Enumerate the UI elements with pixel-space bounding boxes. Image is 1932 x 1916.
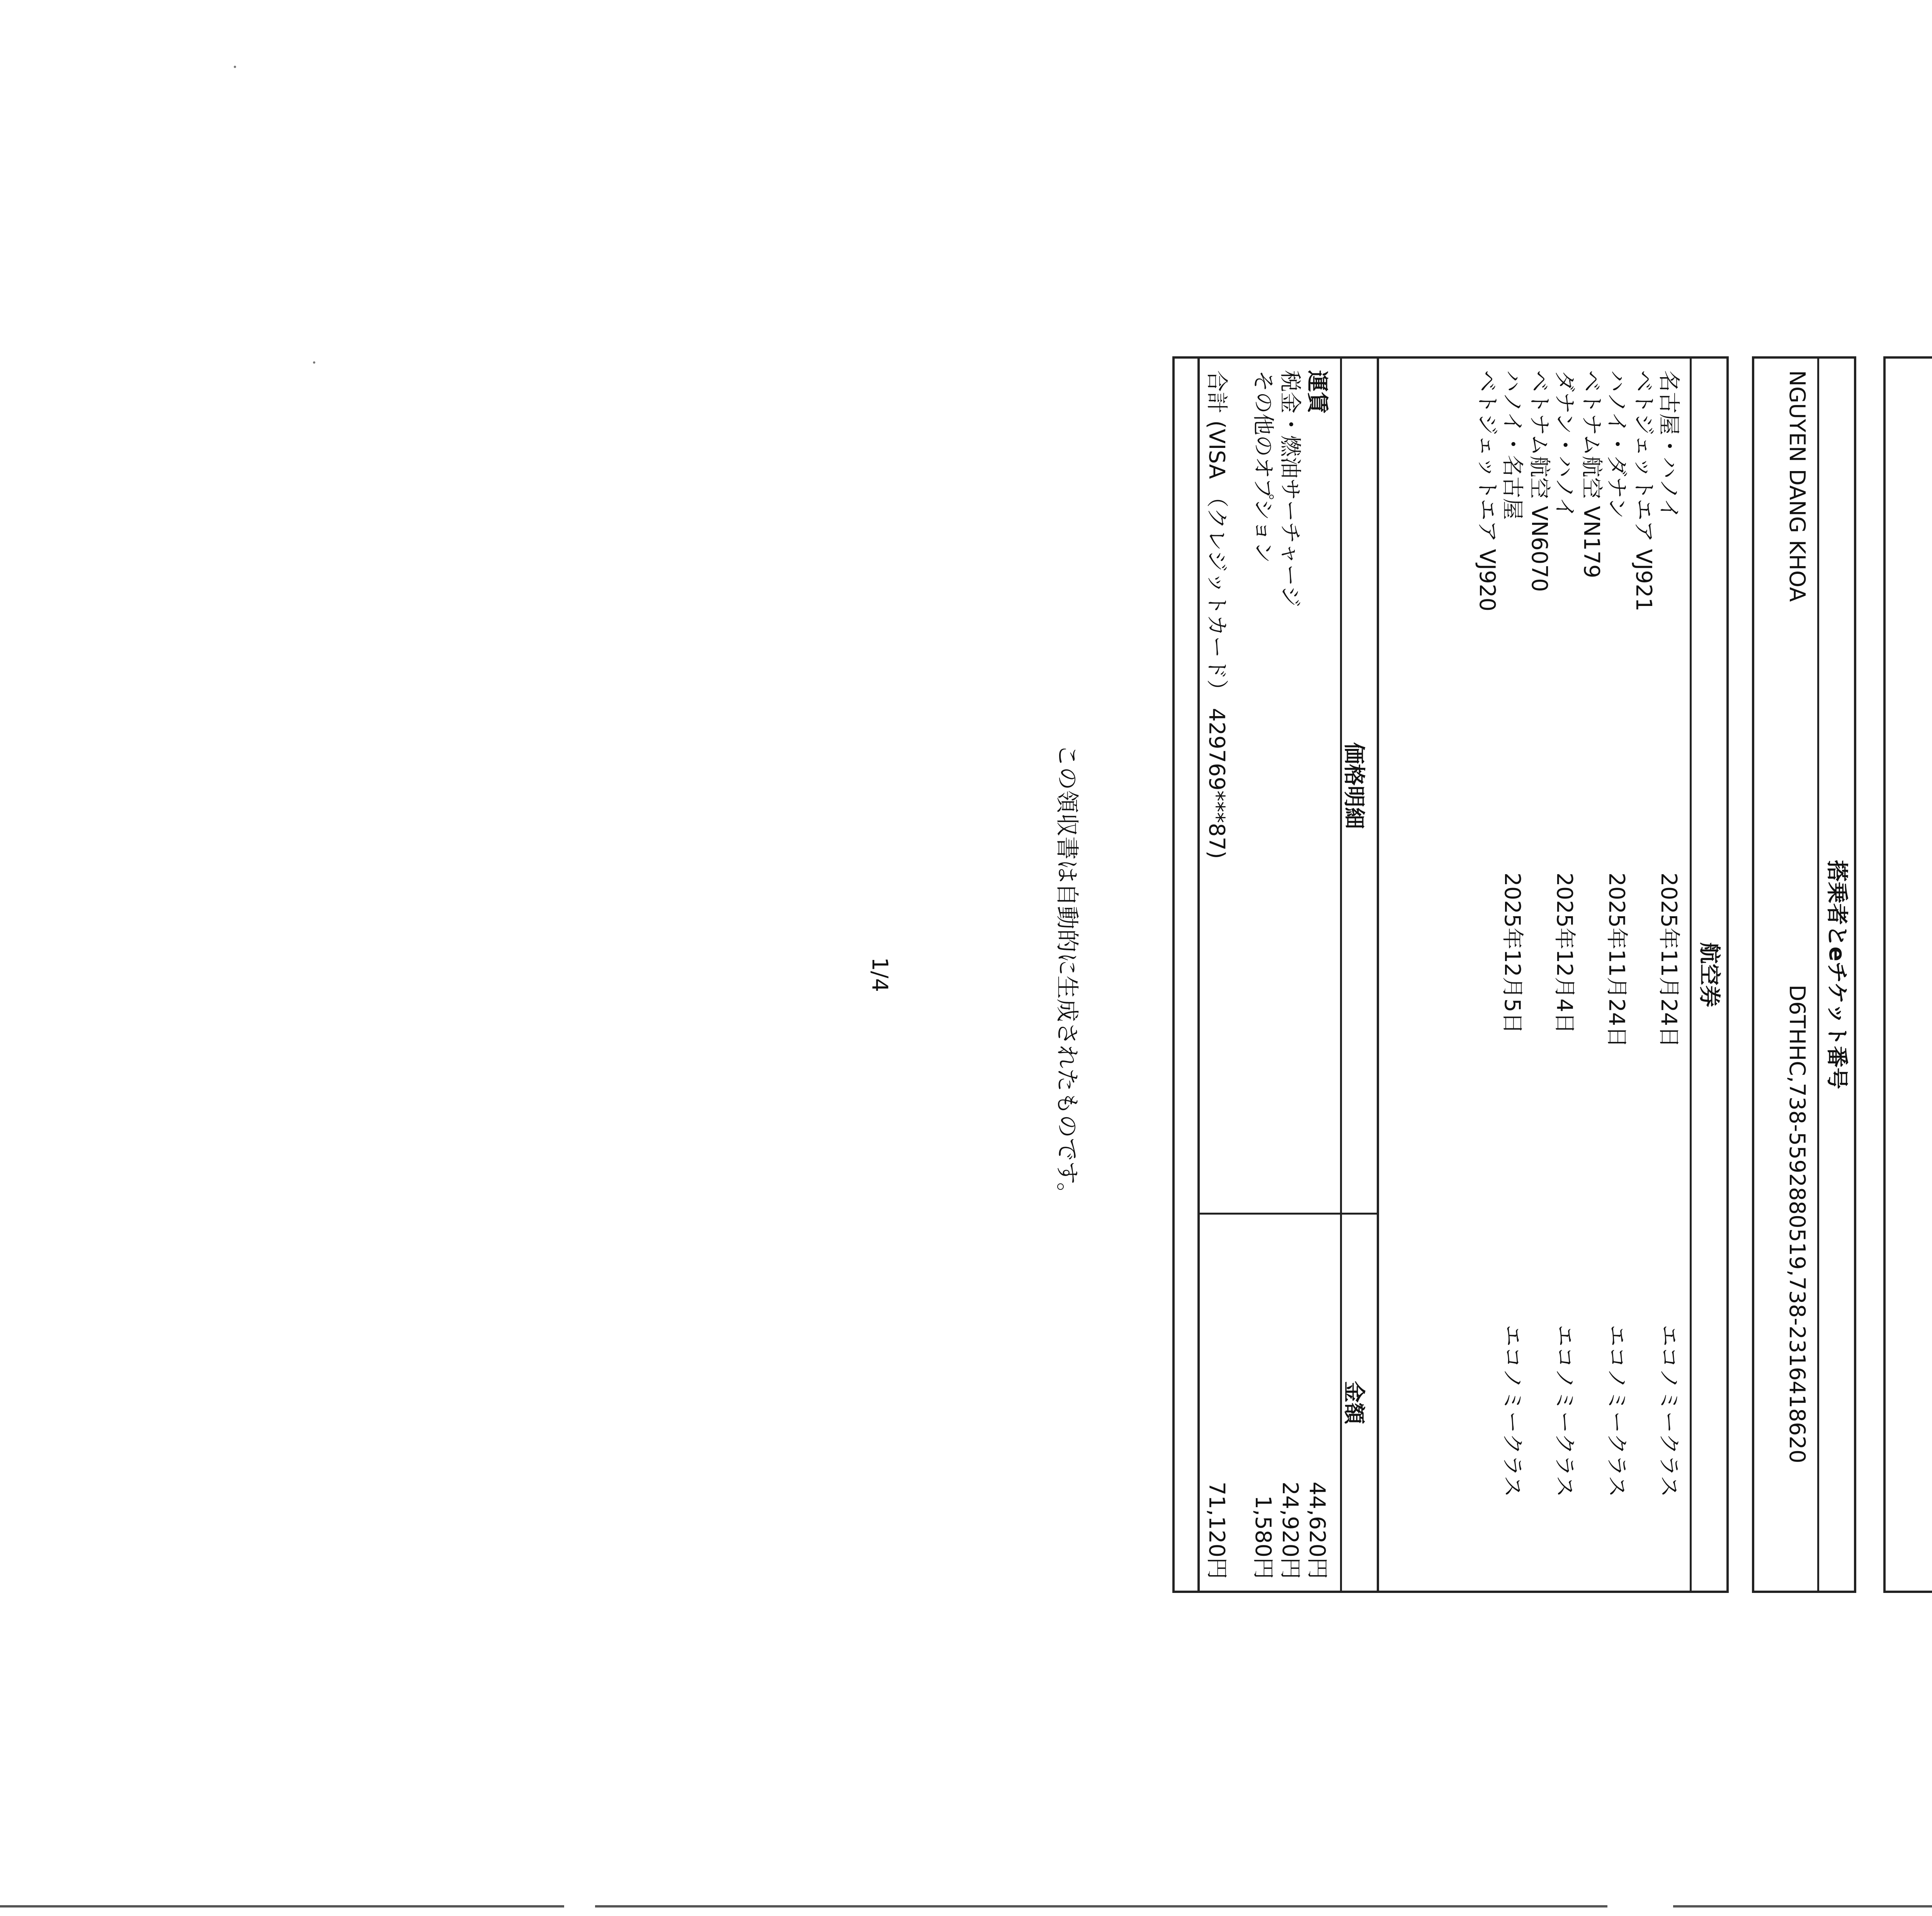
flight-route: 名古屋・ハノイ xyxy=(1656,370,1681,520)
contact-info-table xyxy=(1883,356,1932,1593)
flight-class: エコノミークラス xyxy=(1552,1325,1577,1497)
flight-class: エコノミークラス xyxy=(1500,1325,1525,1497)
amount-header: 金額 xyxy=(1341,1381,1366,1424)
flight-airline: ベトナム航空 VN6070 xyxy=(1527,370,1552,592)
scan-dust-speck xyxy=(313,361,315,364)
flight-route: ハノイ・名古屋 xyxy=(1500,370,1525,520)
passenger-ticket-table xyxy=(1752,356,1856,1593)
flight-airline: ベトジェットエア VJ921 xyxy=(1631,370,1656,612)
price-label-options: その他のオプション xyxy=(1250,370,1276,563)
scan-dust-speck xyxy=(234,66,236,68)
price-label-tax: 税金・燃油サーチャージ xyxy=(1277,370,1303,607)
price-amount-options: 1,580円 xyxy=(1250,1495,1276,1579)
flight-ticket-header: 航空券 xyxy=(1690,359,1726,1591)
price-amount-fare: 44,620円 xyxy=(1304,1482,1330,1579)
price-label-fare: 運賃 xyxy=(1304,370,1330,413)
passenger-name: NGUYEN DANG KHOA xyxy=(1784,370,1810,602)
passenger-ticket-header: 搭乗者とeチケット番号 xyxy=(1817,359,1854,1591)
scan-edge-line xyxy=(1673,1905,1932,1907)
flight-date: 2025年11月24日 xyxy=(1656,873,1681,1048)
flight-route: ダナン・ハノイ xyxy=(1552,370,1577,519)
price-amount-tax: 24,920円 xyxy=(1277,1482,1303,1579)
flight-route: ハノイ・ダナン xyxy=(1604,370,1629,519)
flight-class: エコノミークラス xyxy=(1604,1325,1629,1497)
price-total-amount: 71,120円 xyxy=(1204,1482,1229,1579)
flight-class: エコノミークラス xyxy=(1656,1325,1681,1497)
flight-date: 2025年11月24日 xyxy=(1604,873,1629,1048)
auto-generated-note: この領収書は自動的に生成されたものです。 xyxy=(1053,744,1080,1206)
flight-date: 2025年12月5日 xyxy=(1500,873,1525,1034)
eticket-numbers: D6THHC,738-5592880519,738-2316418620 xyxy=(1784,985,1810,1463)
price-breakdown-header: 価格明細 xyxy=(1341,742,1366,829)
scan-edge-line xyxy=(0,1905,564,1907)
page-number: 1/4 xyxy=(867,957,892,992)
flight-airline: ベトジェットエア VJ920 xyxy=(1475,370,1500,612)
price-breakdown-table xyxy=(1197,356,1379,1593)
flight-airline: ベトナム航空 VN179 xyxy=(1579,370,1604,579)
flight-date: 2025年12月4日 xyxy=(1552,873,1577,1034)
scan-edge-line xyxy=(595,1905,1607,1907)
receipt-page xyxy=(662,356,1932,1606)
price-total-label: 合計 (VISA （クレジットカード） 429769***87) xyxy=(1204,370,1229,859)
